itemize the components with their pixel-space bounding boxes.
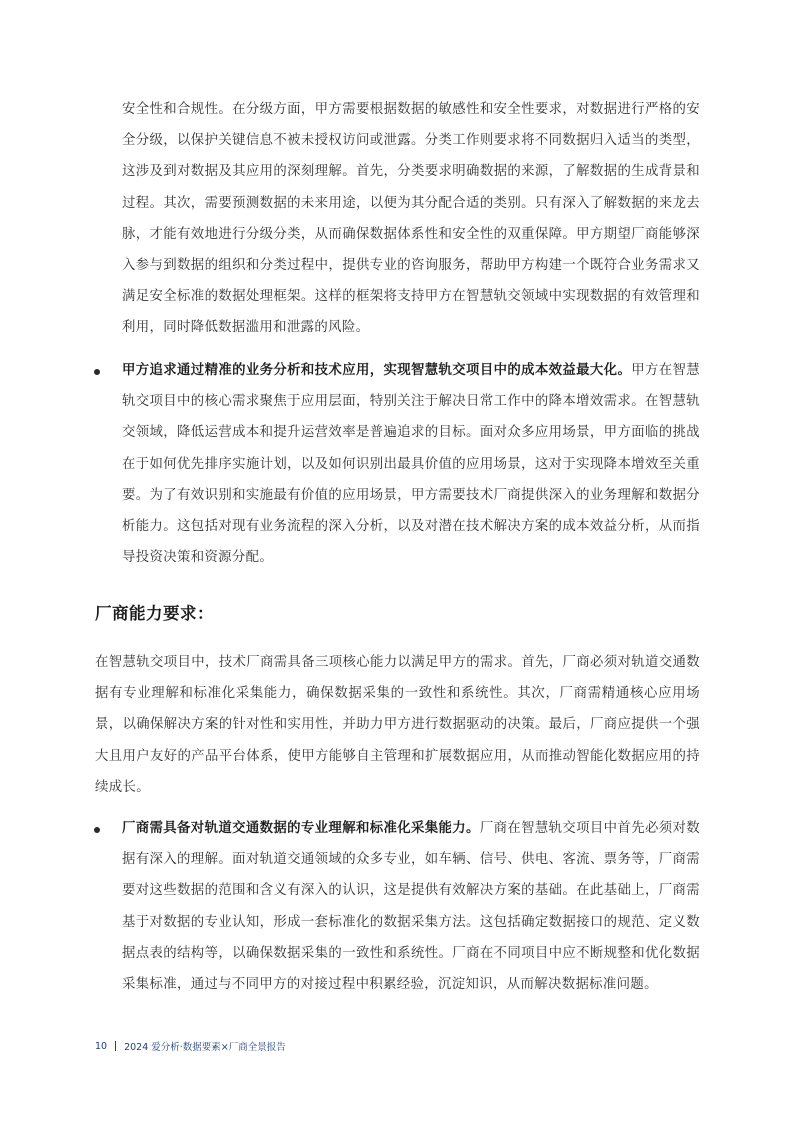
section-heading: 厂商能力要求：: [95, 604, 214, 623]
intro-paragraph: 安全性和合规性。在分级方面，甲方需要根据数据的敏感性和安全性要求，对数据进行严格的安全分级，以保护关键信息不被未授权访问或泄露。分类工作则要求将不同数据归入适当的类型，这涉及到对数据及其应用的深刻理解。首先，分类要求明确数据的来源，了解数据的生成背景和过程。其次，需要预测数据的未来用途，以便为其分配合适的类别。只有深入了解数据的来龙去脉，才能有效地进行分级分类，从而确保数据体系性和安全性的双重保障。甲方期望厂商能够深入参与到数据的组织和分类过程中，提供专业的咨询服务，帮助甲方构建一个既符合业务需求又满足安全标准的数据处理框架。这样的框架将支持甲方在智慧轨交领域中实现数据的有效管理和利用，同时降低数据滥用和泄露的风险。: [122, 102, 700, 336]
bullet-dot: [94, 827, 100, 833]
bullet-dot: [94, 369, 100, 375]
bullet-lead-text: 甲方追求通过精准的业务分析和技术应用，实现智慧轨交项目中的成本效益最大化。: [122, 363, 632, 378]
page-number: 10: [95, 1040, 108, 1052]
page-footer: [95, 1039, 286, 1053]
bullet-paragraph-cost-efficiency: [122, 355, 700, 573]
bullet-lead-text: 厂商需具备对轨道交通数据的专业理解和标准化采集能力。: [122, 821, 480, 836]
footer-divider: [115, 1041, 116, 1051]
bullet-body-text: 甲方在智慧轨交项目中的核心需求聚焦于应用层面，特别关注于解决日常工作中的降本增效需求。在智慧轨交领域，降低运营成本和提升运营效率是普遍追求的目标。面对众多应用场景，甲方面临的挑战在于如何优先排序实施计划，以及如何识别出最具价值的应用场景，这对于实现降本增效至关重要。为了有效识别和实施最有价值的应用场景，甲方需要技术厂商提供深入的业务理解和数据分析能力。这包括对现有业务流程的深入分析，以及对潜在技术解决方案的成本效益分析，从而指导投资决策和资源分配。: [122, 363, 701, 566]
section-paragraph: 在智慧轨交项目中，技术厂商需具备三项核心能力以满足甲方的需求。首先，厂商必须对轨道交通数据有专业理解和标准化采集能力，确保数据采集的一致性和系统性。其次，厂商需精通核心应用场景，以确保解决方案的针对性和实用性，并助力甲方进行数据驱动的决策。最后，厂商应提供一个强大且用户友好的产品平台体系，使甲方能够自主管理和扩展数据应用，从而推动智能化数据应用的持续成长。: [95, 655, 700, 795]
report-title: 2024 爱分析·数据要素×厂商全景报告: [124, 1042, 286, 1053]
bullet-paragraph-data-standard: [122, 813, 700, 1000]
bullet-body-text: 厂商在智慧轨交项目中首先必须对数据有深入的理解。面对轨道交通领域的众多专业，如车辆、信号、供电、客流、票务等，厂商需要对这些数据的范围和含义有深入的认识，这是提供有效解决方案的基础。在此基础上，厂商需基于对数据的专业认知，形成一套标准化的数据采集方法。这包括确定数据接口的规范、定义数据点表的结构等，以确保数据采集的一致性和系统性。厂商在不同项目中应不断规整和优化数据采集标准，通过与不同甲方的对接过程中积累经验，沉淀知识，从而解决数据标准问题。: [122, 821, 700, 993]
